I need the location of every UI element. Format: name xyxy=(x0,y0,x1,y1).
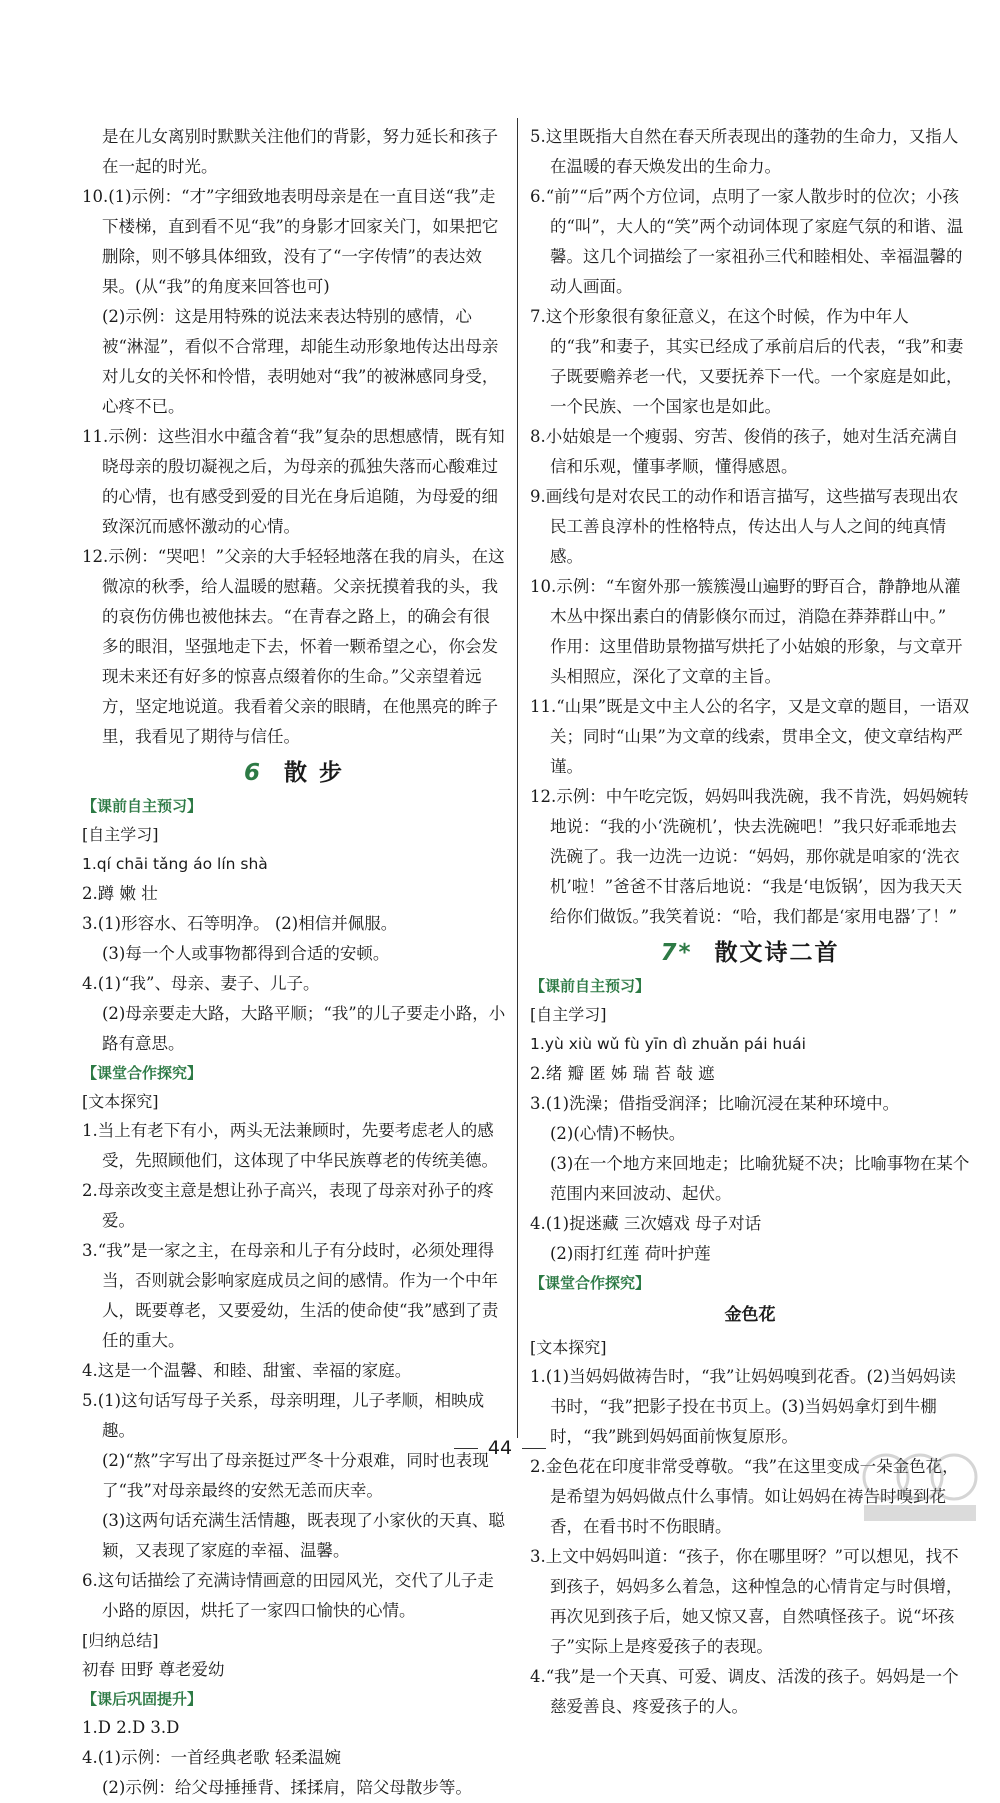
preview-answer-4-1: 4.(1)“我”、母亲、妻子、儿子。 xyxy=(82,974,320,993)
watermark-logo xyxy=(856,1445,984,1525)
lesson-7-number: 7* xyxy=(660,940,693,966)
answer-r6: 6.“前”“后”两个方位词，点明了一家人散步时的位次；小孩的“叫”，大人的“笑”两个动词体现了家庭气氛的和谐、温馨。这几个词描绘了一家祖孙三代和睦相处、幸福温馨的动人画面。 xyxy=(530,187,964,296)
preview-answer-2: 2.蹲 嫩 壮 xyxy=(82,884,158,903)
column-divider xyxy=(517,118,518,1438)
subsection-text-study: [文本探究] xyxy=(82,1092,159,1111)
preview-answer-2-r: 2.绪 瓣 匿 姊 瑞 苔 敧 遮 xyxy=(530,1064,715,1083)
answer-10-2: (2)示例：这是用特殊的说法来表达特别的感情，心被“淋湿”，看似不合常理，却能生动形象地传达出母亲对儿女的关怀和怜惜，表明她对“我”的被淋感同身受，心疼不已。 xyxy=(102,307,499,416)
text-answer-6: 6.这句话描绘了充满诗情画意的田园风光，交代了儿子走小路的原因，烘托了一家四口愉快的心情。 xyxy=(82,1571,494,1620)
summary-text: 初春 田野 尊老爱幼 xyxy=(82,1660,225,1679)
text-answer-4: 4.这是一个温馨、和睦、甜蜜、幸福的家庭。 xyxy=(82,1361,412,1380)
preview-answer-3-1-r: 3.(1)洗澡；借指受润泽；比喻沉浸在某种环境中。 xyxy=(530,1094,900,1113)
answer-continuation: 是在儿女离别时默默关注他们的背影，努力延长和孩子在一起的时光。 xyxy=(102,127,498,176)
lesson-6-title xyxy=(82,756,506,790)
page-number-dash-right xyxy=(522,1448,546,1449)
section-class-heading-r: 【课堂合作探究】 xyxy=(530,1274,651,1292)
lesson-6-number: 6 xyxy=(243,760,262,786)
section-after-heading: 【课后巩固提升】 xyxy=(82,1690,203,1708)
poem-title: 金色花 xyxy=(724,1305,776,1325)
preview-answer-4-2-r: (2)雨打红莲 荷叶护莲 xyxy=(550,1244,711,1263)
subsection-self-study: [自主学习] xyxy=(82,825,159,844)
after-answer-4-1: 4.(1)示例：一首经典老歌 轻柔温婉 xyxy=(82,1748,341,1767)
after-answer-4-2: (2)示例：给父母捶捶背、揉揉肩，陪父母散步等。 xyxy=(102,1778,472,1797)
answer-r8: 8.小姑娘是一个瘦弱、穷苦、俊俏的孩子，她对生活充满自信和乐观，懂事孝顺，懂得感恩。 xyxy=(530,427,959,476)
answer-10-1: 10.(1)示例：“才”字细致地表明母亲是在一直目送“我”走下楼梯，直到看不见“我”的身影才回家关门，如果把它删除，则不够具体细致，没有了“一字传情”的表达效果。(从“我”的角度来回答也可) xyxy=(82,187,499,296)
page-number-value: 44 xyxy=(487,1437,513,1459)
preview-answer-3-3-r: (3)在一个地方来回地走；比喻犹疑不决；比喻事物在某个范围内来回波动、起伏。 xyxy=(550,1154,970,1203)
page-number-dash-left xyxy=(454,1448,478,1449)
text-answer-5-1: 5.(1)这句话写母子关系，母亲明理，儿子孝顺，相映成趣。 xyxy=(82,1391,485,1440)
lesson-7-title xyxy=(530,936,970,970)
lesson-6-name: 散 步 xyxy=(284,760,345,786)
preview-answer-1: 1.qí chāi tǎng áo lín shà xyxy=(82,855,268,873)
preview-answer-3-2-r: (2)(心情)不畅快。 xyxy=(550,1124,686,1143)
text-answer-3: 3.“我”是一家之主，在母亲和儿子有分歧时，必须处理得当，否则就会影响家庭成员之间的感情。作为一个中年人，既要尊老，又要爱幼，生活的使命使“我”感到了责任的重大。 xyxy=(82,1241,499,1350)
subsection-summary: [归纳总结] xyxy=(82,1631,159,1650)
answer-12: 12.示例：“哭吧！”父亲的大手轻轻地落在我的肩头，在这微凉的秋季，给人温暖的慰藉。父亲抚摸着我的头，我的哀伤仿佛也被他抹去。“在青春之路上，的确会有很多的眼泪，坚强地走下去，怀着一颗希望之心，你会发现未来还有好多的惊喜点缀着你的生命。”父亲望着远方，坚定地说道。我看着父亲的眼睛，在他黑亮的眸子里，我看见了期待与信任。 xyxy=(82,547,505,746)
poem-answer-1: 1.(1)当妈妈做祷告时，“我”让妈妈嗅到花香。(2)当妈妈读书时，“我”把影子投在书页上。(3)当妈妈拿灯到牛棚时，“我”跳到妈妈面前恢复原形。 xyxy=(530,1367,956,1446)
answer-r10-2: 作用：这里借助景物描写烘托了小姑娘的形象，与文章开头相照应，深化了文章的主旨。 xyxy=(550,637,963,686)
preview-answer-3-3: (3)每一个人或事物都得到合适的安顿。 xyxy=(102,944,390,963)
section-class-heading: 【课堂合作探究】 xyxy=(82,1064,203,1082)
answer-r12: 12.示例：中午吃完饭，妈妈叫我洗碗，我不肯洗，妈妈婉转地说：“我的小‘洗碗机’，快去洗碗吧！”我只好乖乖地去洗碗了。我一边洗一边说：“妈妈，那你就是咱家的‘洗衣机’啦！”爸爸不甘落后地说：“我是‘电饭锅’，因为我天天给你们做饭。”我笑着说：“哈，我们都是‘家用电器’了！” xyxy=(530,787,969,926)
section-preview-heading-r: 【课前自主预习】 xyxy=(530,977,651,995)
section-preview-heading: 【课前自主预习】 xyxy=(82,797,203,815)
poem-answer-3: 3.上文中妈妈叫道：“孩子，你在哪里呀？”可以想见，找不到孩子，妈妈多么着急，这种惶急的心情肯定与时俱增，再次见到孩子后，她又惊又喜，自然嗔怪孩子。说“坏孩子”实际上是疼爱孩子的表现。 xyxy=(530,1547,963,1656)
preview-answer-3-1: 3.(1)形容水、石等明净。 (2)相信并佩服。 xyxy=(82,914,398,933)
page-number xyxy=(0,1437,1000,1459)
answer-r11: 11.“山果”既是文中主人公的名字，又是文章的题目，一语双关；同时“山果”为文章的线索，贯串全文，使文章结构严谨。 xyxy=(530,697,970,776)
poem-answer-4: 4.“我”是一个天真、可爱、调皮、活泼的孩子。妈妈是一个慈爱善良、疼爱孩子的人。 xyxy=(530,1667,959,1716)
text-answer-5-2: (2)“熬”字写出了母亲挺过严冬十分艰难，同时也表现了“我”对母亲最终的安然无恙而庆幸。 xyxy=(102,1451,489,1500)
text-answer-2: 2.母亲改变主意是想让孙子高兴，表现了母亲对孙子的疼爱。 xyxy=(82,1181,494,1230)
after-answers-1-3: 1.D 2.D 3.D xyxy=(82,1718,180,1737)
answer-r9: 9.画线句是对农民工的动作和语言描写，这些描写表现出农民工善良淳朴的性格特点，传达出人与人之间的纯真情感。 xyxy=(530,487,959,566)
text-answer-1: 1.当上有老下有小，两头无法兼顾时，先要考虑老人的感受，先照顾他们，这体现了中华民族尊老的传统美德。 xyxy=(82,1121,498,1170)
poem-answer-2: 2.金色花在印度非常受尊敬。“我”在这里变成一朵金色花，是希望为妈妈做点什么事情。如让妈妈在祷告时嗅到花香，在看书时不伤眼睛。 xyxy=(530,1457,959,1536)
answer-r7: 7.这个形象很有象征意义，在这个时候，作为中年人的“我”和妻子，其实已经成了承前启后的代表，“我”和妻子既要赡养老一代，又要抚养下一代。一个家庭是如此，一个民族、一个国家也是如此。 xyxy=(530,307,964,416)
text-answer-5-3: (3)这两句话充满生活情趣，既表现了小家伙的天真、聪颖，又表现了家庭的幸福、温馨。 xyxy=(102,1511,505,1560)
subsection-self-study-r: [自主学习] xyxy=(530,1005,607,1024)
preview-answer-1-r: 1.yù xiù wǔ fù yīn dì zhuǎn pái huái xyxy=(530,1035,806,1053)
answer-r5: 5.这里既指大自然在春天所表现出的蓬勃的生命力，又指人在温暖的春天焕发出的生命力。 xyxy=(530,127,959,176)
answer-r10-1: 10.示例：“车窗外那一簇簇漫山遍野的野百合，静静地从灌木丛中探出素白的倩影倏尔而过，消隐在莽莽群山中。” xyxy=(530,577,961,626)
subsection-text-study-r: [文本探究] xyxy=(530,1338,607,1357)
left-column xyxy=(82,122,506,1803)
preview-answer-4-1-r: 4.(1)捉迷藏 三次嬉戏 母子对话 xyxy=(530,1214,762,1233)
answer-11: 11.示例：这些泪水中蕴含着“我”复杂的思想感情，既有知晓母亲的殷切凝视之后，为母亲的孤独失落而心酸难过的心情，也有感受到爱的目光在身后追随，为母爱的细致深沉而感怀激动的心情。 xyxy=(82,427,505,536)
lesson-7-name: 散文诗二首 xyxy=(714,940,840,966)
preview-answer-4-2: (2)母亲要走大路，大路平顺；“我”的儿子要走小路，小路有意思。 xyxy=(102,1004,506,1053)
